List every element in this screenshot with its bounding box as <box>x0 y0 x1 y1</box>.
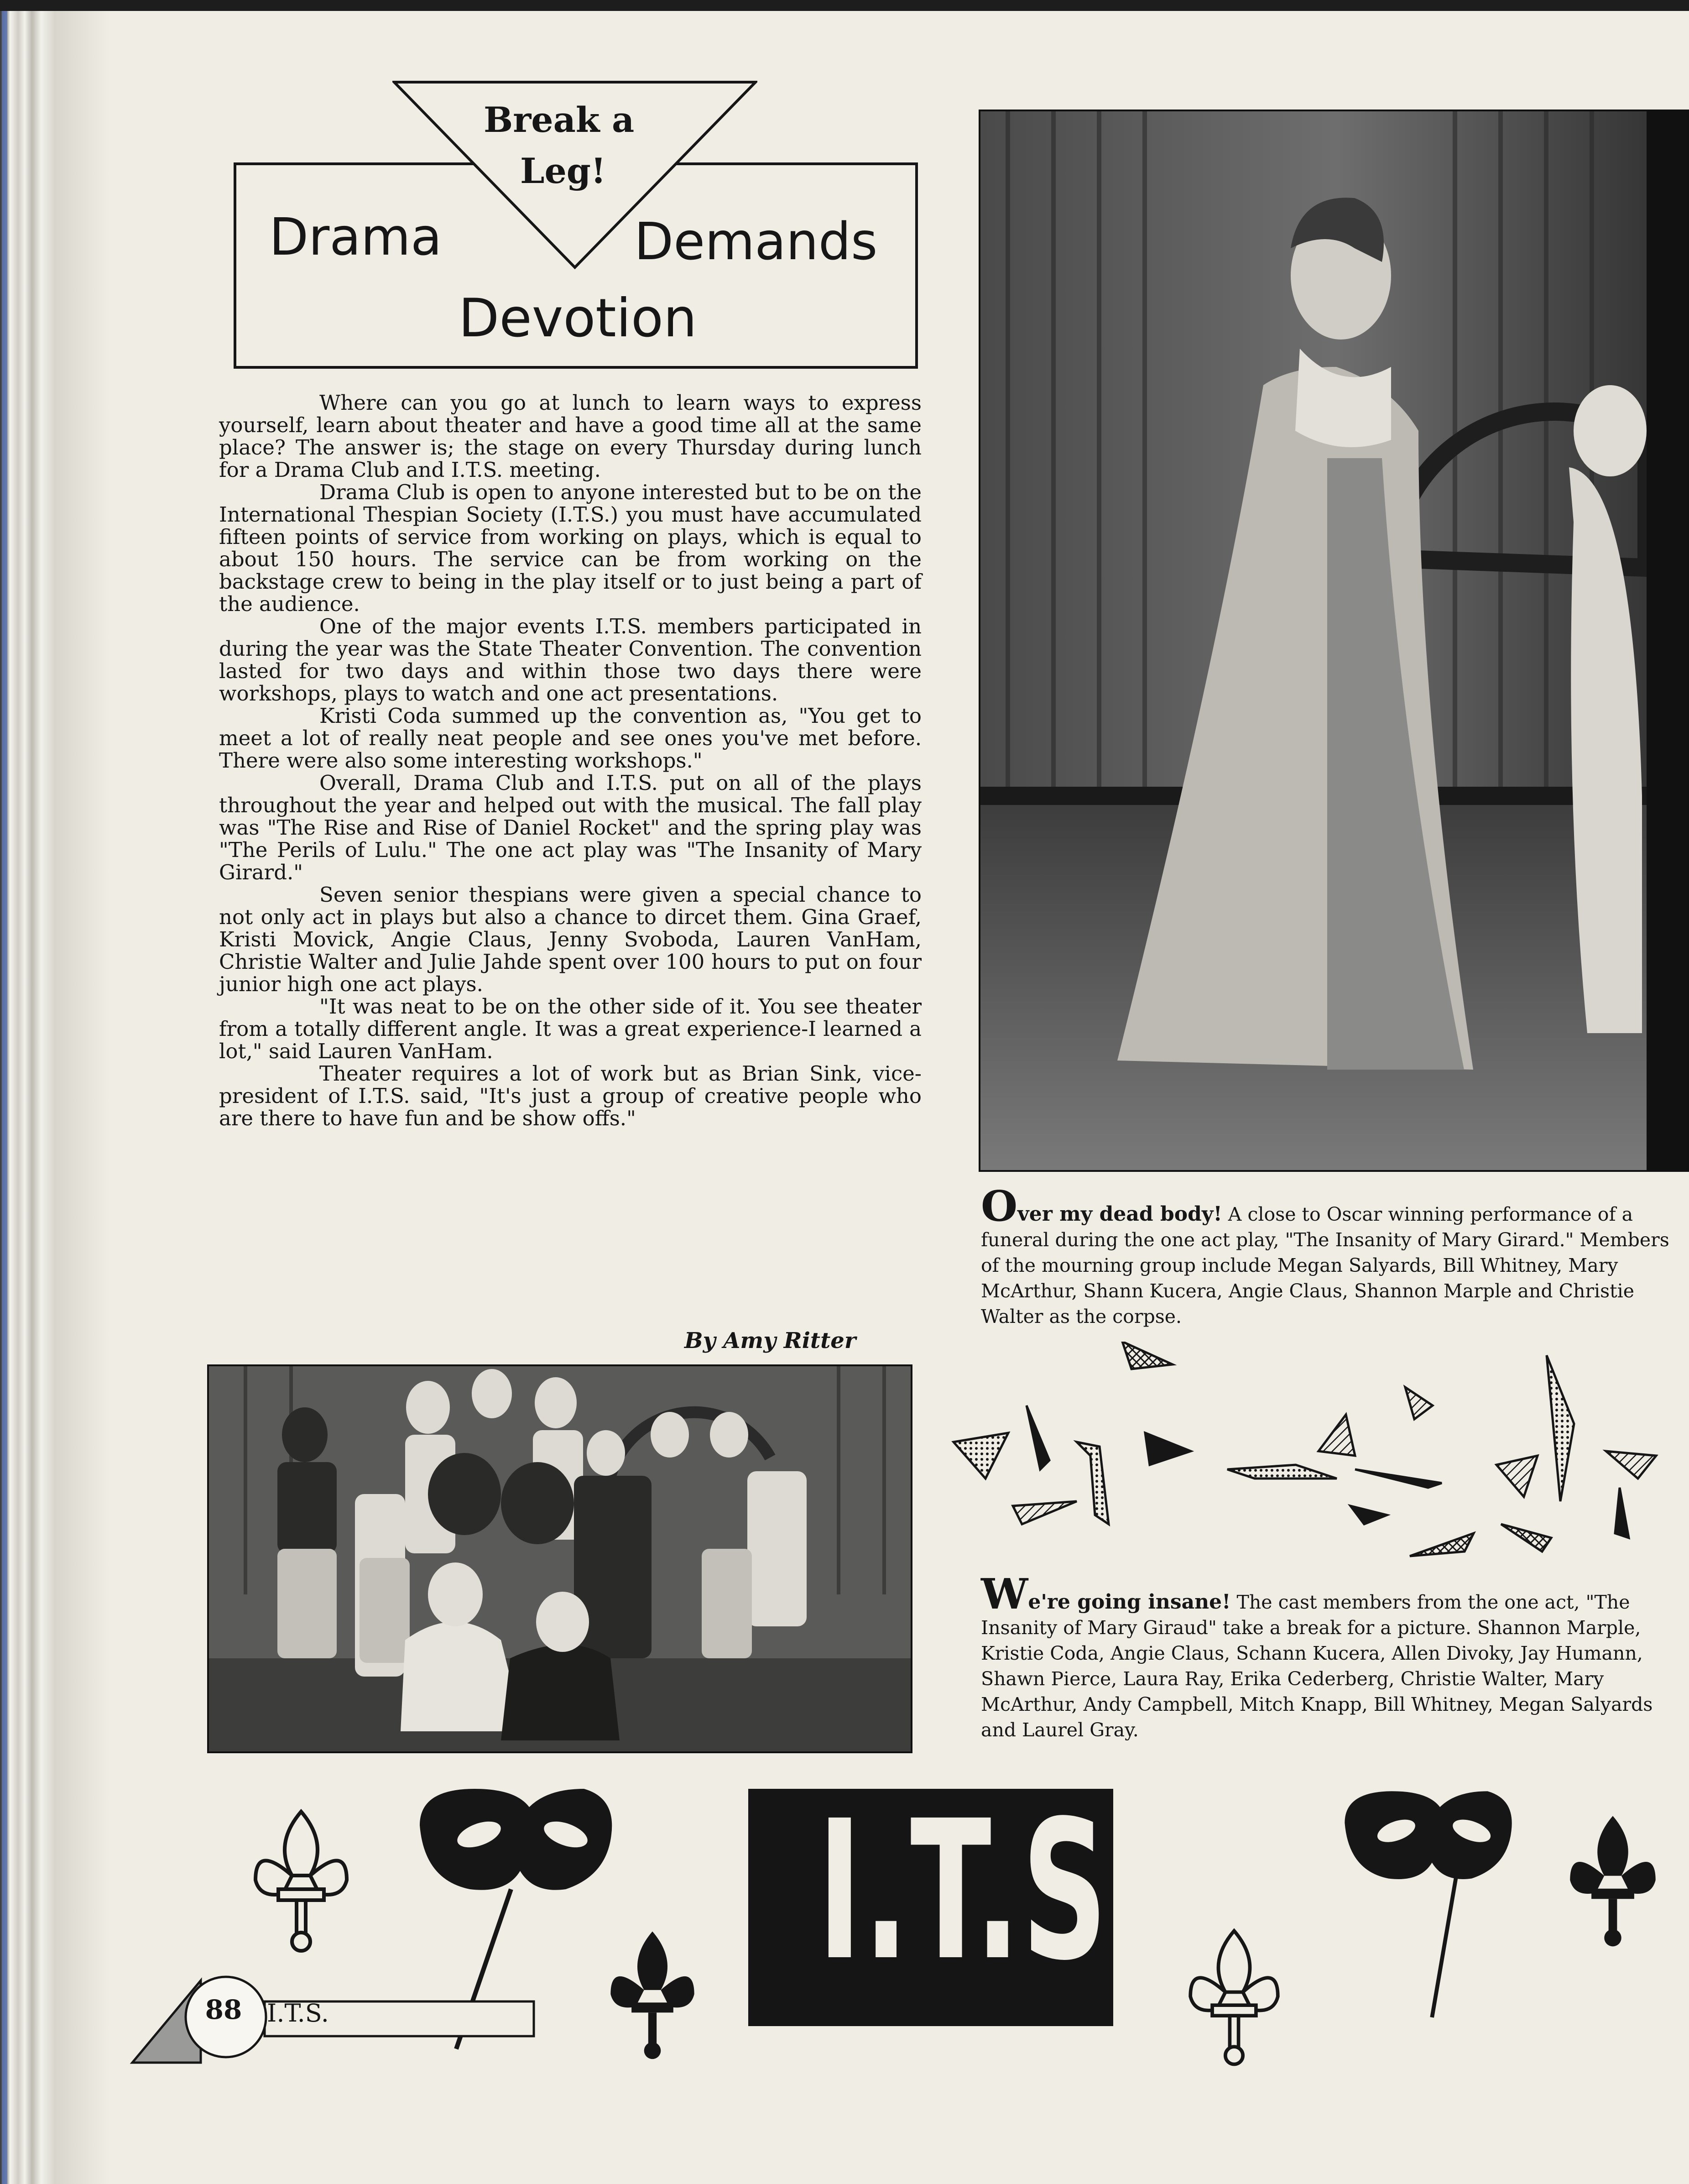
top-edge <box>0 0 1689 11</box>
headline-word-drama: Drama <box>269 208 442 267</box>
article-body <box>219 392 922 1129</box>
book-spine <box>0 0 109 2184</box>
spine-edge <box>2 0 7 2184</box>
fleur-de-lis-solid-icon <box>1560 1812 1665 1949</box>
fleur-de-lis-solid-icon <box>602 1926 703 2063</box>
decorative-shapes <box>935 1342 1689 1561</box>
headline-kicker-line2: Leg! <box>520 151 606 191</box>
byline: By Amy Ritter <box>684 1328 856 1353</box>
its-banner-text: I.T.S. <box>818 1780 1156 2003</box>
caption-body: A close to Oscar winning performance of a funeral during the one act play, "The Insanity of Mary Girard." Members of the mourning group include Megan Salyards, Bill Whitney, Mary McArthur, Shann Kucera, Angie Claus, Shannon Marple and Christie Walter as the corpse. <box>981 1203 1669 1327</box>
article-paragraph: "It was neat to be on the other side of it. You see theater from a totally different angle. It was a great experience-I learned a lot," said Lauren VanHam. <box>219 994 922 1063</box>
article-paragraph: One of the major events I.T.S. members participated in during the year was the State Theater Convention. The convention lasted for two days and within those two days there were workshops, plays to watch and one act presentations. <box>219 614 922 705</box>
article-paragraph: Where can you go at lunch to learn ways to express yourself, learn about theater and have a good time all at the same place? The answer is; the stage on every Thursday during lunch for a Drama Club and I.T.S. meeting. <box>219 391 922 482</box>
caption-top-photo <box>981 1181 1689 1329</box>
caption-lead: e're going insane! <box>1028 1590 1231 1614</box>
article-paragraph: Seven senior thespians were given a special chance to not only act in plays but also a chance to dircet them. Gina Graef, Kristi Movick, Angie Claus, Jenny Svoboda, Lauren VanHam, Christie Walter and Julie Jahde spent over 100 hours to put on four junior high one act plays. <box>219 883 922 996</box>
caption-lead: ver my dead body! <box>1017 1202 1222 1226</box>
article-paragraph: Kristi Coda summed up the convention as, "You get to meet a lot of really neat people and see ones you've met before. There were also some interesting workshops." <box>219 704 922 773</box>
article-paragraph: Theater requires a lot of work but as Brian Sink, vice-president of I.T.S. said, "It's just a group of creative people who are there to have fun and be show offs." <box>219 1061 922 1130</box>
photo-actress-on-stage <box>979 110 1689 1172</box>
caption-initial: W <box>981 1569 1028 1619</box>
photo-cast-group <box>207 1364 912 1753</box>
headline-kicker-line1: Break a <box>484 99 635 140</box>
fleur-de-lis-outline-icon <box>1182 1926 1287 2067</box>
caption-body: The cast members from the one act, "The Insanity of Mary Giraud" take a break for a picture. Shannon Marple, Kristie Coda, Angie Claus, Schann Kucera, Allen Divoky, Jay Humann, Shawn Pierce, Laura Ray, Erika Cederberg, Christie Walter, Mary McArthur, Andy Campbell, Mitch Knapp, Bill Whitney, Megan Salyards and Laurel Gray. <box>981 1591 1653 1741</box>
article-paragraph: Drama Club is open to anyone interested but to be on the International Thespian Society (I.T.S.) you must have accumulated fifteen points of service from working on plays, which is equal to about 150 hours. The service can be from working on the backstage crew to being in the play itself or to just being a part of the audience. <box>219 480 922 616</box>
article-paragraph: Overall, Drama Club and I.T.S. put on all of the plays throughout the year and helped out with the musical. The fall play was "The Rise and Rise of Daniel Rocket" and the spring play was "The Perils of Lulu." The one act play was "The Insanity of Mary Girard." <box>219 771 922 884</box>
page-number: 88 <box>205 1994 242 2025</box>
section-label: I.T.S. <box>267 1999 329 2027</box>
caption-initial: O <box>981 1181 1018 1231</box>
headline-word-demands: Demands <box>634 212 878 272</box>
headline-word-devotion: Devotion <box>459 287 697 349</box>
mask-on-stick-icon <box>1337 1771 1519 2026</box>
fleur-de-lis-outline-icon <box>246 1807 356 1953</box>
page-number-tab <box>128 1962 538 2067</box>
caption-group-photo <box>981 1569 1689 1743</box>
